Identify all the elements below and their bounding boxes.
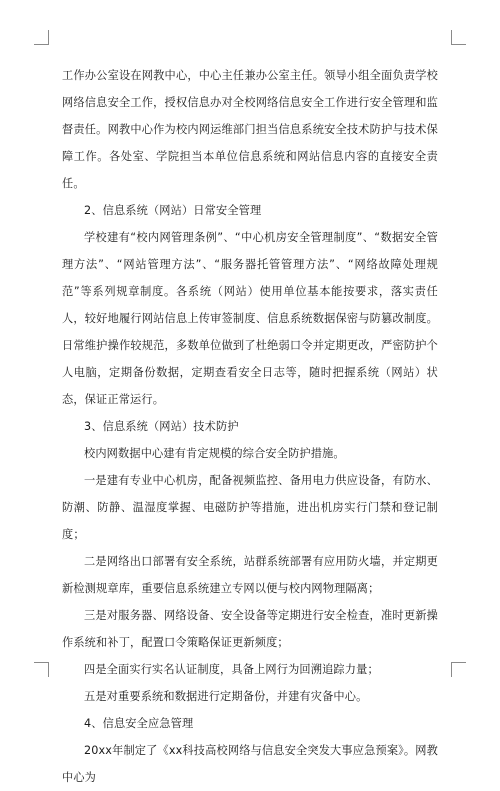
list-item-1: 一是建有专业中心机房，配备视频监控、备用电力供应设备，有防水、防潮、防静、温湿度掌握、电磁防护等措施，进出机房实行门禁和登记制度； (62, 474, 438, 541)
paragraph-emergency-plan: 20xx年制定了《xx科技高校网络与信息安全突发大事应急预案》。网教中心为 (62, 744, 438, 784)
section-heading-4: 4、信息安全应急管理 (84, 717, 194, 730)
list-item-2: 二是网络出口部署有安全系统，站群系统部署有应用防火墙，并定期更新检测规章库，重要信息系统建立专网以便与校内网物理隔离； (62, 555, 438, 595)
crop-mark-top-right (451, 30, 466, 45)
section-heading-2: 2、信息系统（网站）日常安全管理 (84, 204, 262, 217)
list-item-3: 三是对服务器、网络设备、安全设备等定期进行安全检查，准时更新操作系统和补丁，配置口令策略保证更新频度； (62, 609, 438, 649)
paragraph-intro-measures: 校内网数据中心建有肯定规模的综合安全防护措施。 (84, 447, 345, 460)
document-body (62, 62, 438, 791)
crop-mark-top-left (34, 30, 49, 45)
list-item-5: 五是对重要系统和数据进行定期备份，并建有灾备中心。 (84, 690, 368, 703)
paragraph-regulations: 学校建有“校内网管理条例”、“中心机房安全管理制度”、“数据安全管理方法”、“网站管理方法”、“服务器托管管理方法”、“网络故障处理规范”等系列规章制度。各系统（网站）使用单位基本能按要求，落实责任人，较好地履行网站信息上传审签制度、信息系统数据保密与防篡改制度。日常维护操作较规范，多数单位做到了杜绝弱口令并定期更改，严密防护个人电脑，定期备份数据，定期查看安全日志等，随时把握系统（网站）状态，保证正常运行。 (62, 231, 438, 406)
crop-mark-bottom-right (451, 662, 466, 677)
paragraph-continuation: 工作办公室设在网教中心，中心主任兼办公室主任。领导小组全面负责学校网络信息安全工作，授权信息办对全校网络信息安全工作进行安全管理和监督责任。网教中心作为校内网运维部门担当信息系统安全技术防护与技术保障工作。各处室、学院担当本单位信息系统和网站信息内容的直接安全责任。 (62, 69, 438, 190)
section-heading-3: 3、信息系统（网站）技术防护 (84, 420, 239, 433)
list-item-4: 四是全面实行实名认证制度，具备上网行为回溯追踪力量； (84, 663, 379, 676)
crop-mark-bottom-left (34, 662, 49, 677)
